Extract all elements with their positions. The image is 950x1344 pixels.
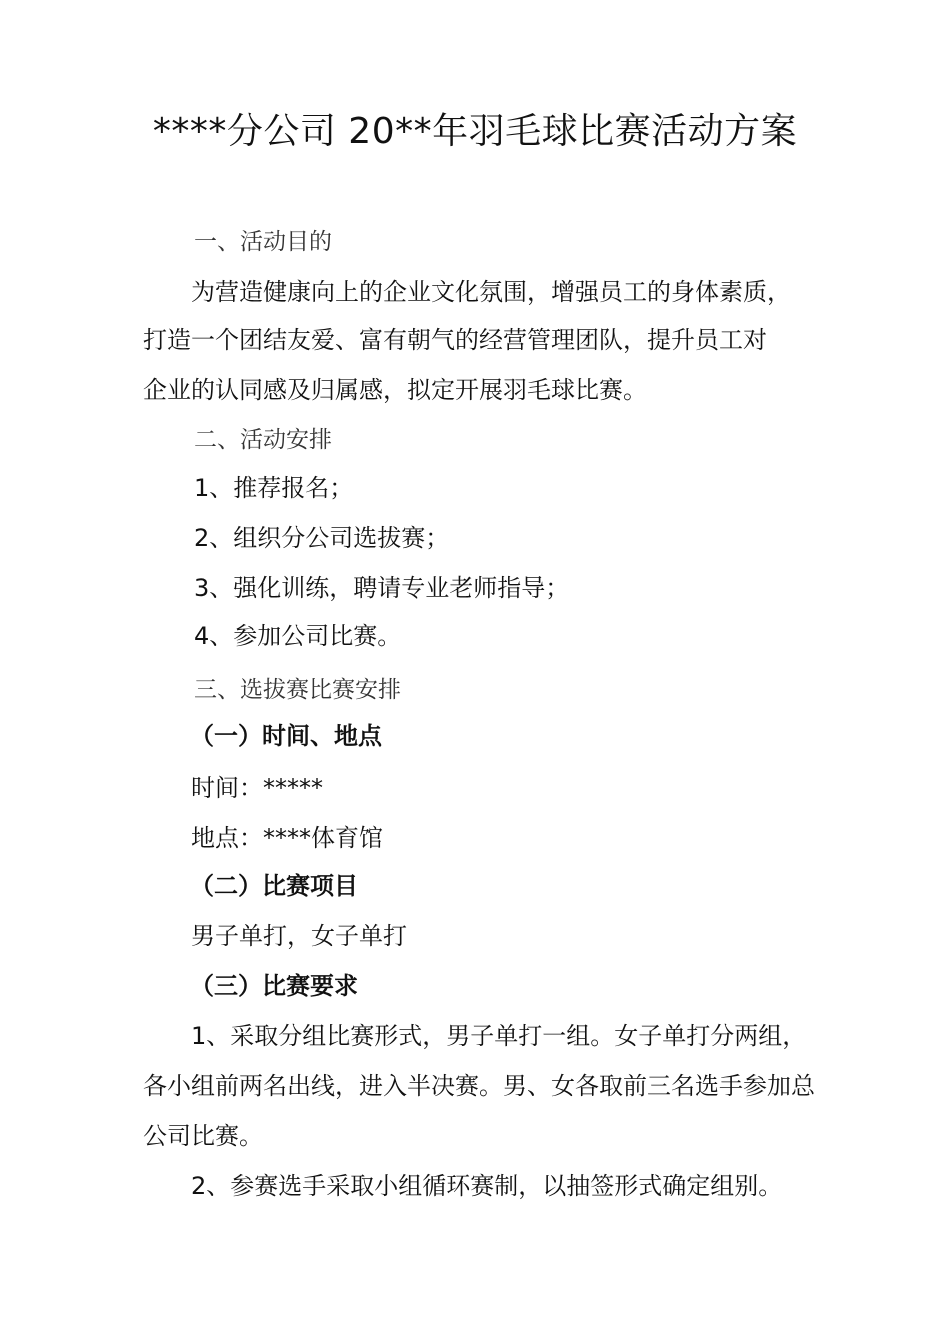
list-item: 3、强化训练，聘请专业老师指导； xyxy=(194,574,570,602)
paragraph-line: 打造一个团结友爱、富有朝气的经营管理团队，提升员工对 xyxy=(143,326,767,354)
section-heading-arrangement: 二、活动安排 xyxy=(194,427,332,453)
list-item: 2、组织分公司选拔赛； xyxy=(194,524,450,552)
paragraph-line: 公司比赛。 xyxy=(143,1122,263,1150)
section-heading-purpose: 一、活动目的 xyxy=(194,229,332,255)
document-title: ****分公司 20**年羽毛球比赛活动方案 xyxy=(152,111,798,152)
list-item: 4、参加公司比赛。 xyxy=(194,622,402,650)
paragraph-line: 2、参赛选手采取小组循环赛制，以抽签形式确定组别。 xyxy=(191,1172,783,1200)
paragraph-line: 1、采取分组比赛形式，男子单打一组。女子单打分两组， xyxy=(191,1022,807,1050)
place-line: 地点：****体育馆 xyxy=(191,824,383,852)
paragraph-line: 各小组前两名出线，进入半决赛。男、女各取前三名选手参加总 xyxy=(143,1072,815,1100)
paragraph-line: 为营造健康向上的企业文化氛围，增强员工的身体素质， xyxy=(191,278,791,306)
subsection-heading-requirements: （三）比赛要求 xyxy=(190,972,358,1000)
list-item: 1、推荐报名； xyxy=(194,474,354,502)
paragraph-line: 企业的认同感及归属感，拟定开展羽毛球比赛。 xyxy=(143,376,647,404)
section-heading-selection: 三、选拔赛比赛安排 xyxy=(194,677,401,703)
time-line: 时间：***** xyxy=(191,774,323,802)
subsection-heading-events: （二）比赛项目 xyxy=(190,872,358,900)
subsection-heading-time-place: （一）时间、地点 xyxy=(190,722,382,750)
events-line: 男子单打，女子单打 xyxy=(191,922,407,950)
